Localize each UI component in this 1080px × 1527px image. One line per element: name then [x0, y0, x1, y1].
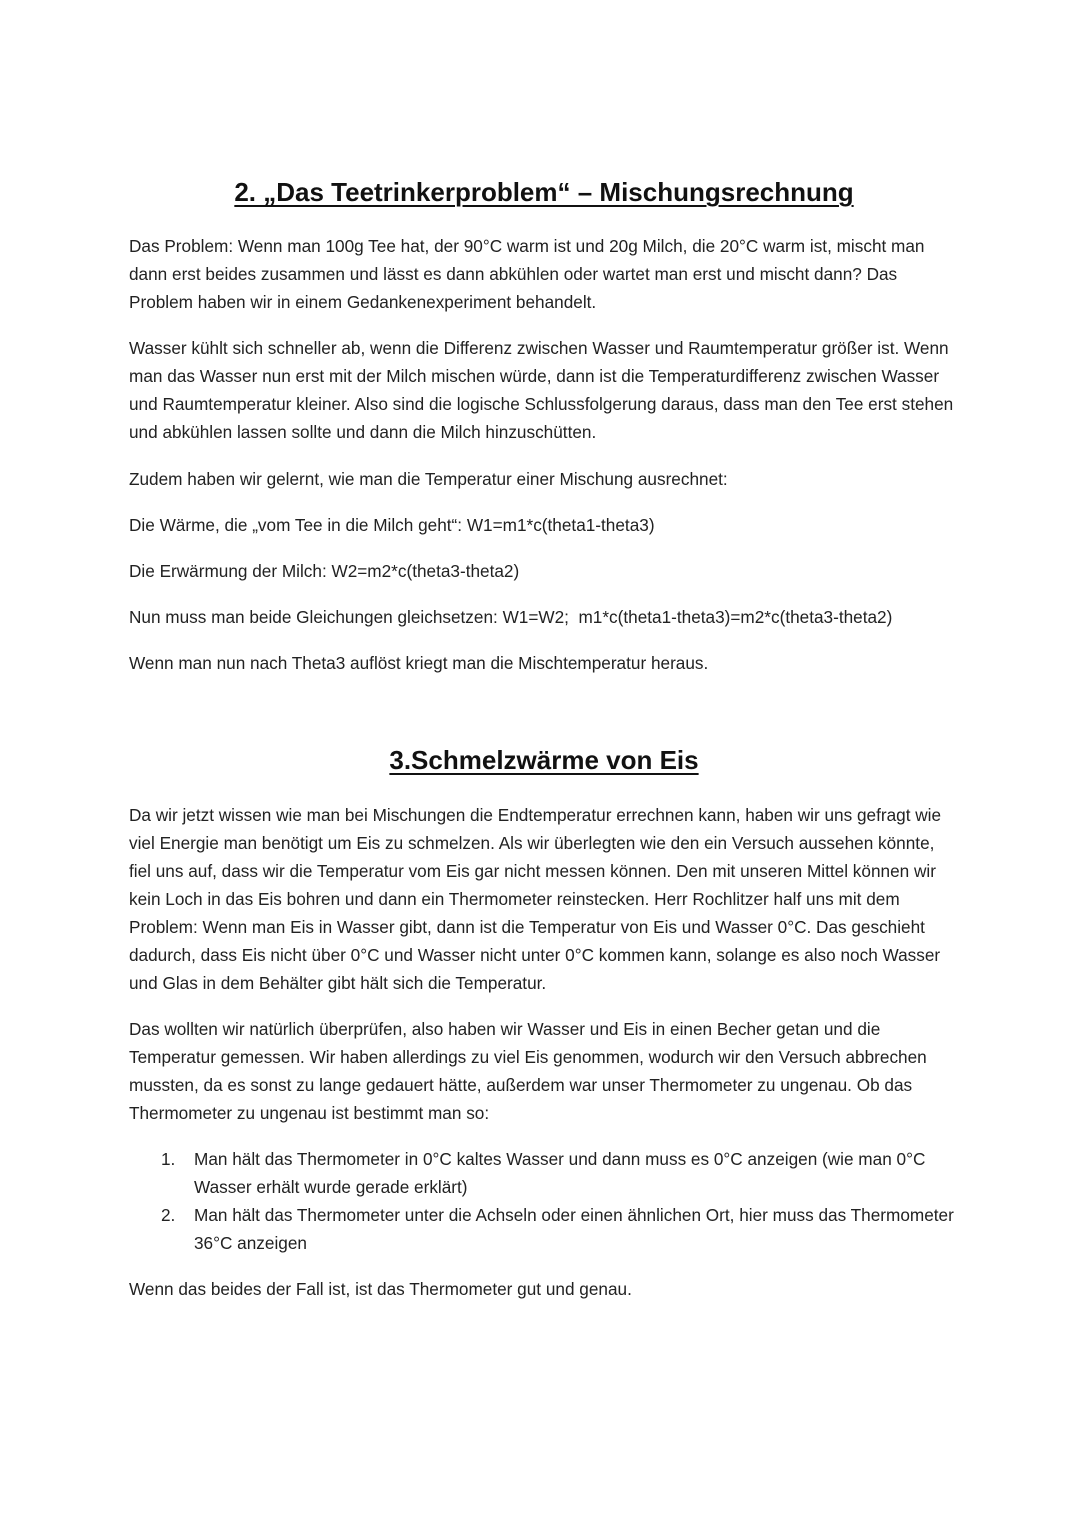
section-2-formula-w2: Die Erwärmung der Milch: W2=m2*c(theta3-theta2) [129, 561, 520, 581]
section-3-closing: Wenn das beides der Fall ist, ist das Thermometer gut und genau. [129, 1279, 632, 1299]
section-2-heading-block [129, 175, 959, 209]
list-item: 2. Man hält das Thermometer unter die Achseln oder einen ähnlichen Ort, hier muss das Thermometer 36°C anzeigen [161, 1205, 954, 1253]
section-2-paragraph-7: Wenn man nun nach Theta3 auflöst kriegt man die Mischtemperatur heraus. [129, 653, 709, 673]
section-2-paragraph-3: Zudem haben wir gelernt, wie man die Temperatur einer Mischung ausrechnet: [129, 469, 728, 489]
section-3-heading-block [129, 743, 959, 777]
section-3-paragraph-1: Da wir jetzt wissen wie man bei Mischungen die Endtemperatur errechnen kann, haben wir uns gefragt wie viel Energie man benötigt um Eis zu schmelzen. Als wir überlegten wie den ein Versuch aussehen könnte, fiel uns auf, dass wir die Temperatur vom Eis gar nicht messen können. Den mit unseren Mittel können wir kein Loch in das Eis bohren und dann ein Thermometer reinstecken. Herr Rochlitzer half uns mit dem Problem: Wenn man Eis in Wasser gibt, dann ist die Temperatur von Eis und Wasser 0°C. Das geschieht dadurch, dass Eis nicht über 0°C und Wasser nicht unter 0°C kommen kann, solange es also noch Wasser und Glas in dem Behälter gibt hält sich die Temperatur. [129, 805, 942, 993]
section-3-paragraph-2: Das wollten wir natürlich überprüfen, also haben wir Wasser und Eis in einen Becher getan und die Temperatur gemessen. Wir haben allerdings zu viel Eis genommen, wodurch wir den Versuch abbrechen mussten, da es sonst zu lange gedauert hätte, außerdem war unser Thermometer zu ungenau. Ob das Thermometer zu ungenau ist bestimmt man so: [129, 1019, 927, 1123]
section-2-paragraph-1: Das Problem: Wenn man 100g Tee hat, der 90°C warm ist und 20g Milch, die 20°C warm ist, mischt man dann erst beides zusammen und lässt es dann abkühlen oder wartet man erst und mischt dann? Das Problem haben wir in einem Gedankenexperiment behandelt. [129, 236, 925, 312]
section-2-paragraph-2: Wasser kühlt sich schneller ab, wenn die Differenz zwischen Wasser und Raumtemperatur größer ist. Wenn man das Wasser nun erst mit der Milch mischen würde, dann ist die Temperaturdifferenz zwischen Wasser und Raumtemperatur kleiner. Also sind die logische Schlussfolgerung daraus, dass man den Tee erst stehen und abkühlen lassen sollte und dann die Milch hinzuschütten. [129, 338, 954, 442]
section-2-heading: 2. „Das Teetrinkerproblem“ – Mischungsrechnung [234, 177, 854, 207]
section-2-equation: Nun muss man beide Gleichungen gleichsetzen: W1=W2; m1*c(theta1-theta3)=m2*c(theta3-theta2) [129, 607, 893, 627]
thermometer-check-list [129, 1145, 959, 1257]
list-item: 1. Man hält das Thermometer in 0°C kaltes Wasser und dann muss es 0°C anzeigen (wie man 0°C Wasser erhält wurde gerade erklärt) [161, 1149, 926, 1197]
section-3-heading: 3.Schmelzwärme von Eis [389, 745, 699, 775]
section-2-formula-w1: Die Wärme, die „vom Tee in die Milch geht“: W1=m1*c(theta1-theta3) [129, 515, 655, 535]
